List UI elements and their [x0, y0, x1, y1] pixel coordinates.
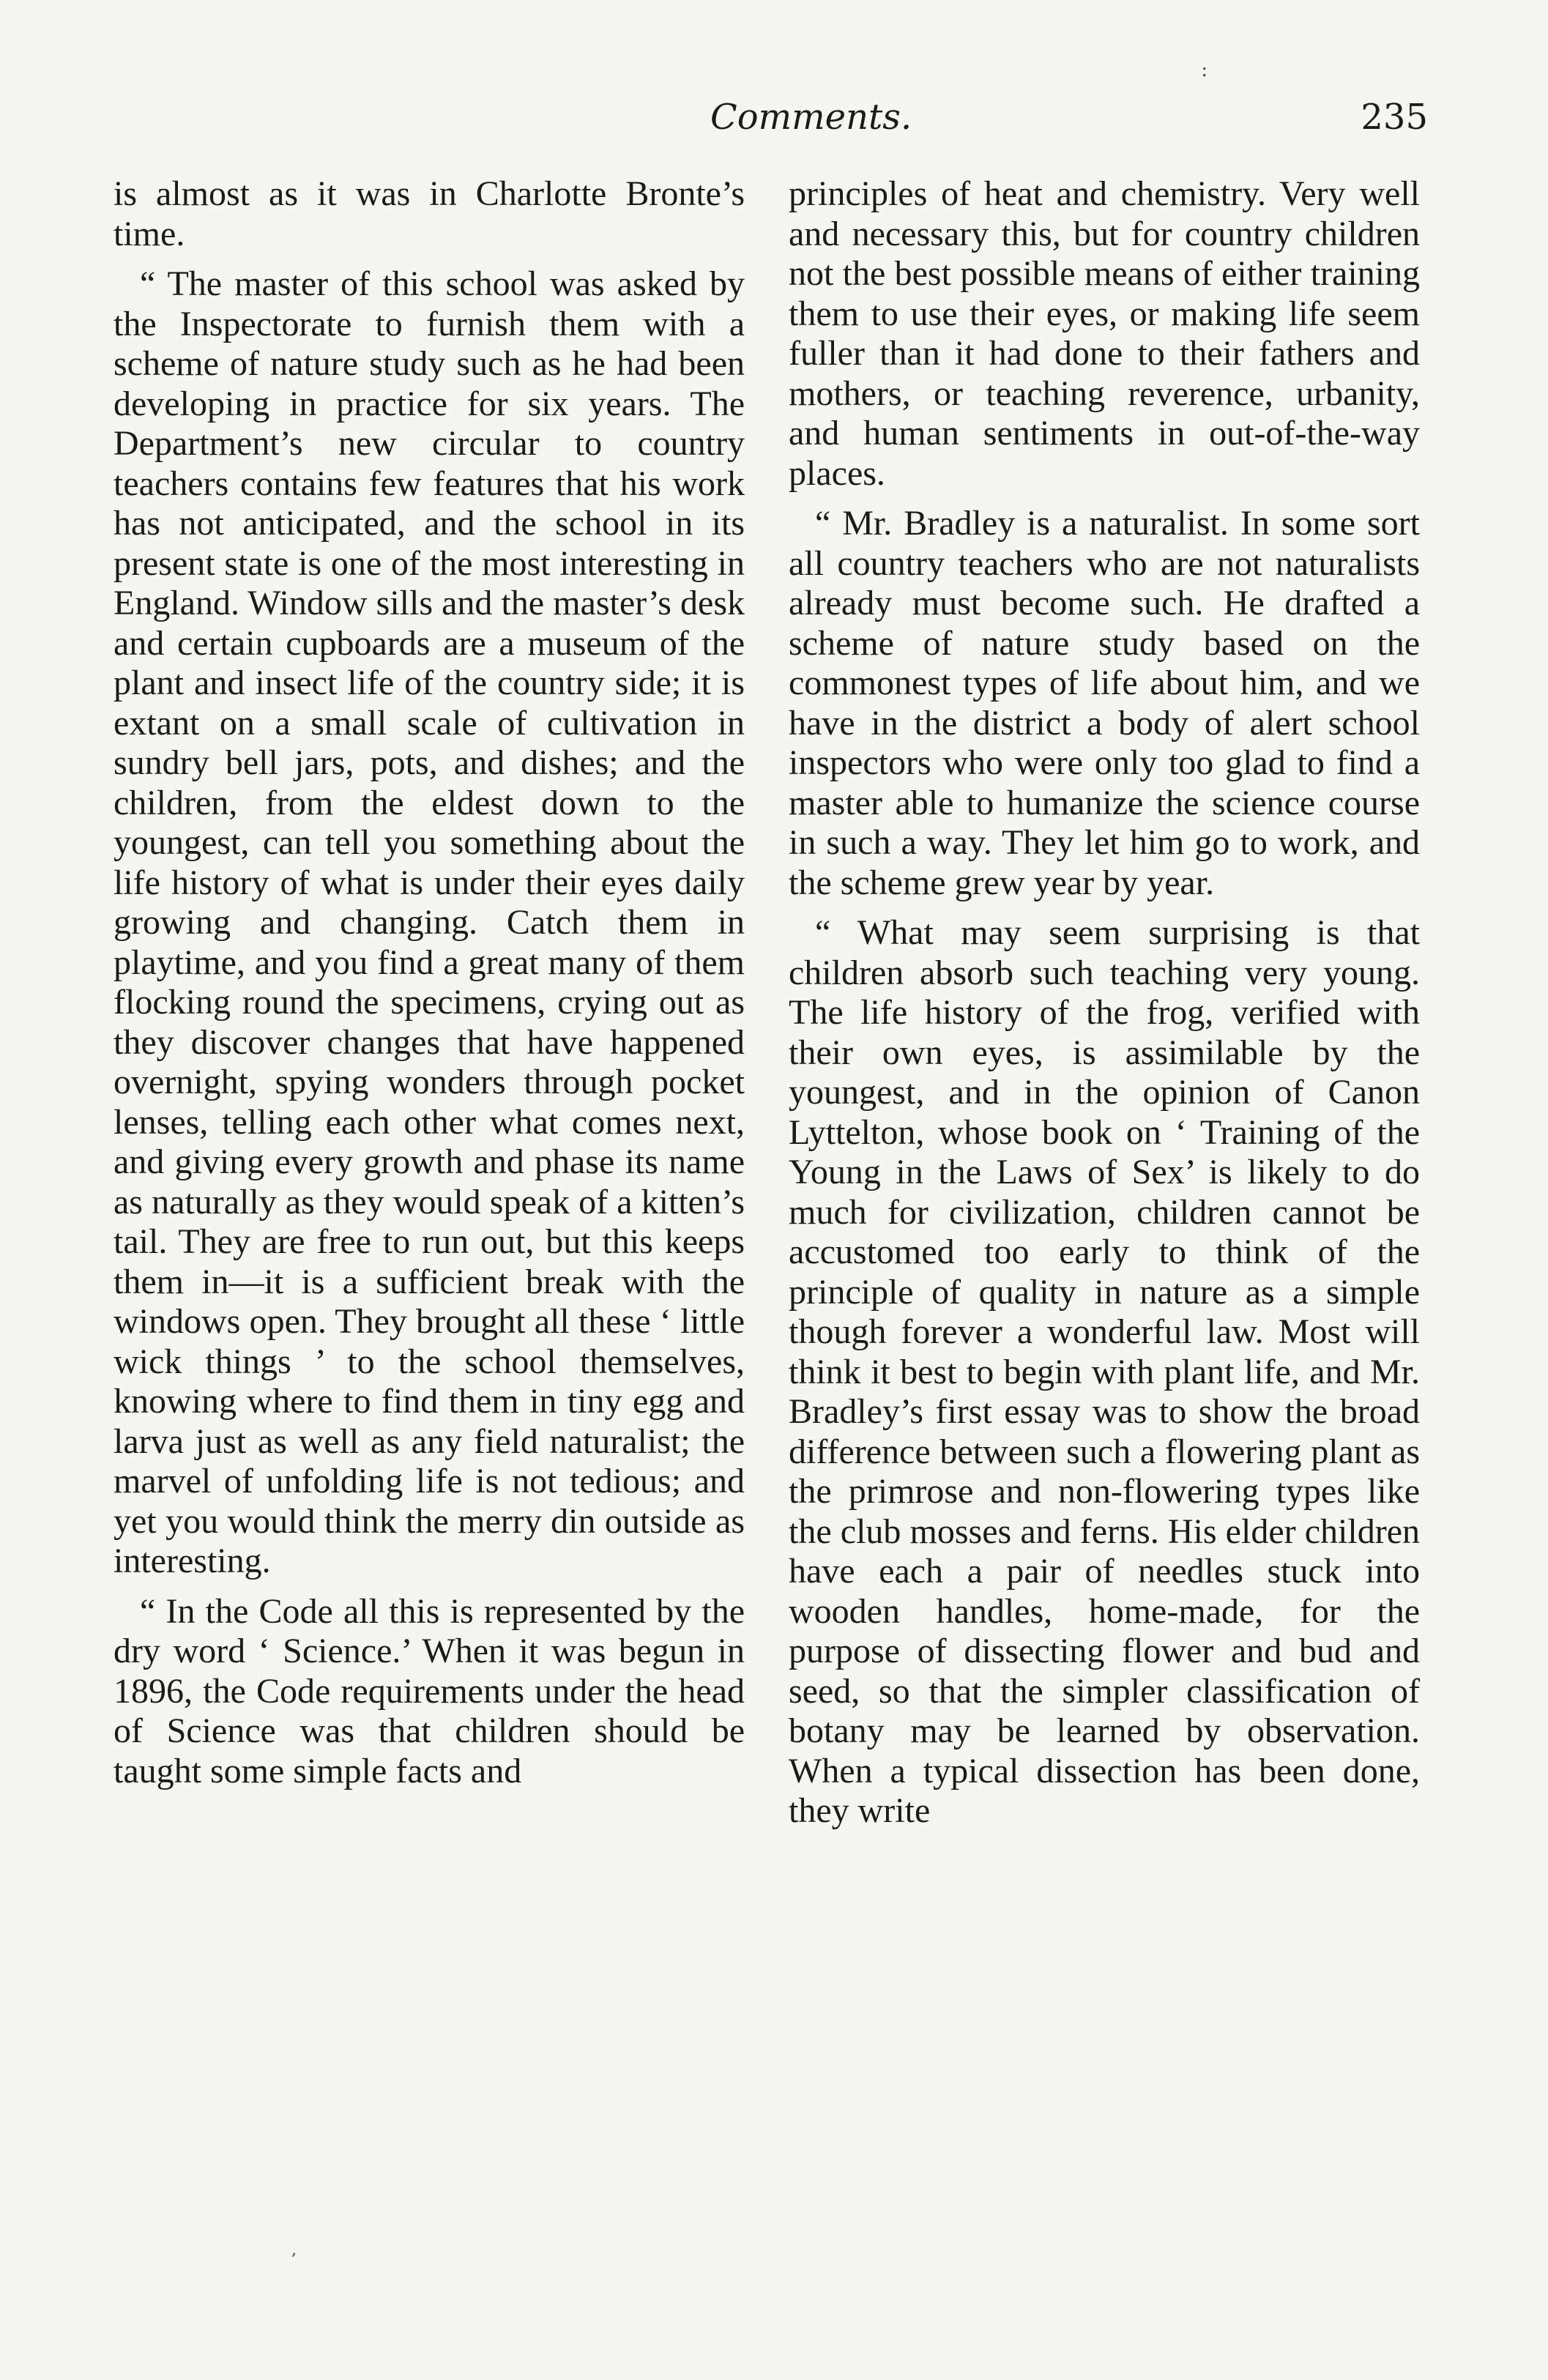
scan-speck: ,: [291, 2241, 297, 2259]
paragraph: “ The master of this school was asked by the Inspectorate to furnish them with a scheme of nature study such as he had been developing in practice for six years. The Department’s new circular to country teachers contains few features that his work has not anticipated, and the school in its present state is one of the most interesting in England. Window sills and the master’s desk and certain cupboards are a museum of the plant and insect life of the country side; it is extant on a small scale of cultivation in sundry bell jars, pots, and dishes; and the children, from the eldest down to the youngest, can tell you something about the life history of what is under their eyes daily growing and changing. Catch them in playtime, and you find a great many of them flocking round the specimens, crying out as they discover changes that have happened overnight, spying wonders through pocket lenses, telling each other what comes next, and giving every growth and phase its name as naturally as they would speak of a kitten’s tail. They are free to run out, but this keeps them in—it is a sufficient break with the windows open. They brought all these ‘ little wick things ’ to the school themselves, knowing where to find them in tiny egg and larva just as well as any field naturalist; the marvel of unfolding life is not tedious; and yet you would think the merry din outside as interesting.: [114, 264, 745, 1580]
left-column: [114, 174, 745, 1801]
paragraph: “ In the Code all this is represented by the dry word ‘ Science.’ When it was begun in 1896, the Code requirements under the head of Science was that children should be taught some simple facts and: [114, 1591, 745, 1790]
paragraph-continuation: is almost as it was in Charlotte Bronte’s time.: [114, 174, 745, 253]
page-number: 235: [1361, 97, 1428, 138]
running-title: Comments.: [710, 97, 912, 138]
scan-speck: :: [1201, 57, 1208, 81]
right-column: [789, 174, 1420, 1842]
running-head: [110, 95, 1428, 146]
paragraph-continuation: principles of heat and chemistry. Very well and necessary this, but for country children not the best possible means of either training them to use their eyes, or making life seem fuller than it had done to their fathers and mothers, or teaching reverence, urbanity, and human sentiments in out-of-the-way places.: [789, 174, 1420, 493]
paragraph: “ Mr. Bradley is a naturalist. In some sort all country teachers who are not naturalists already must become such. He drafted a scheme of nature study based on the commonest types of life about him, and we have in the district a body of alert school inspectors who were only too glad to find a master able to humanize the science course in such a way. They let him go to work, and the scheme grew year by year.: [789, 504, 1420, 902]
paragraph: “ What may seem surprising is that children absorb such teaching very young. The life history of the frog, verified with their own eyes, is assimilable by the youngest, and in the opinion of Canon Lyttelton, whose book on ‘ Training of the Young in the Laws of Sex’ is likely to do much for civilization, children cannot be accustomed too early to think of the principle of quality in nature as a simple though forever a wonderful law. Most will think it best to begin with plant life, and Mr. Bradley’s first essay was to show the broad difference between such a flowering plant as the primrose and non-flowering types like the club mosses and ferns. His elder children have each a pair of needles stuck into wooden handles, home-made, for the purpose of dissecting flower and bud and seed, so that the simpler classification of botany may be learned by observation. When a typical dissection has been done, they write: [789, 913, 1420, 1830]
